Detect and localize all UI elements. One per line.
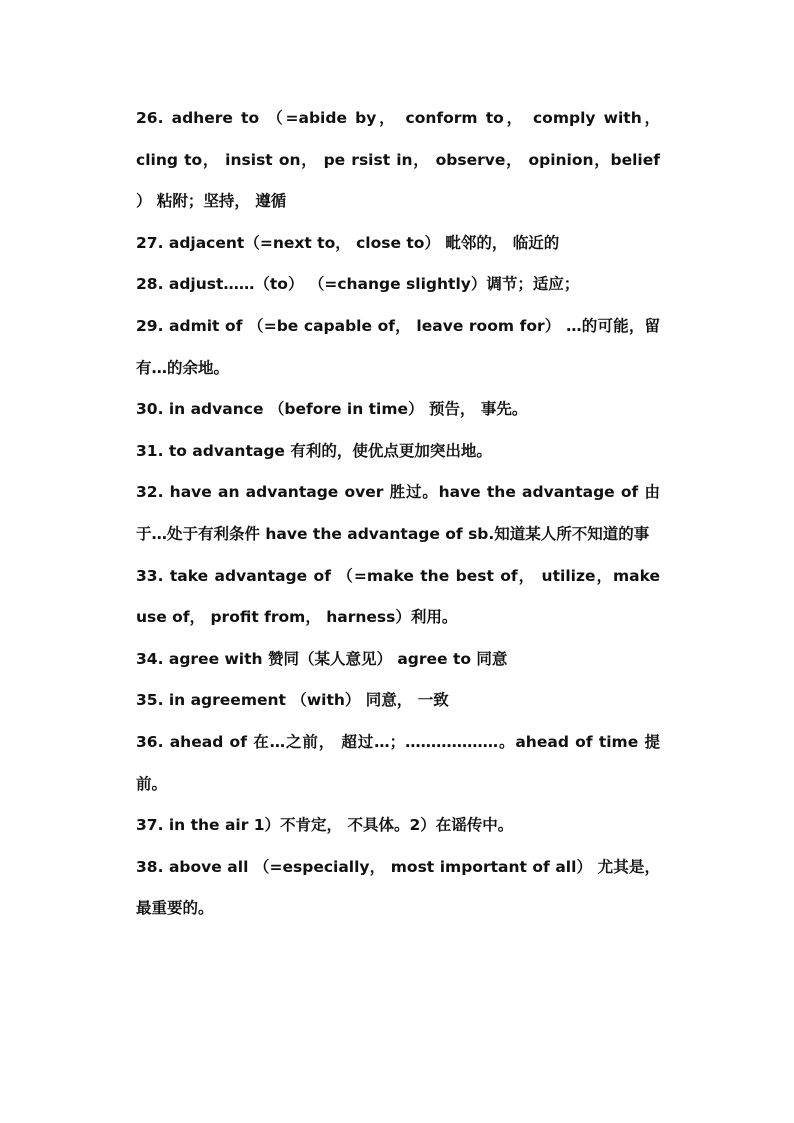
entry-29: 29. admit of （=be capable of， leave room for） …的可能，留有…的余地。 [136,316,660,377]
entry-32: 32. have an advantage over 胜过。have the advantage of 由于…处于有利条件 have the advantage of sb.知道某人所不知道的事 [136,483,660,543]
entry-31: 31. to advantage 有利的，使优点更加突出地。 [136,441,492,460]
entry-37: 37. in the air 1）不肯定， 不具体。2）在谣传中。 [136,816,514,835]
entry-30: 30. in advance （before in time） 预告， 事先。 [136,400,528,419]
entry-33: 33. take advantage of （=make the best of， utilize，make use of， profit from， harness）利用。 [136,566,660,627]
entry-36: 36. ahead of 在…之前， 超过…；………………。ahead of time 提前。 [136,732,660,793]
entry-38: 38. above all （=especially， most important of all） 尤其是， 最重要的。 [136,857,660,918]
entry-35: 35. in agreement （with） 同意， 一致 [136,691,449,710]
vocabulary-list [136,98,660,930]
entry-28: 28. adjust……（to） （=change slightly）调节；适应； [136,275,580,294]
entry-26: 26. adhere to （=abide by， conform to， comply with，cling to， insist on， pe rsist in， observe， opinion，belief ） 粘附；坚持， 遵循 [136,109,660,211]
entry-34: 34. agree with 赞同（某人意见） agree to 同意 [136,649,508,668]
entry-27: 27. adjacent（=next to， close to） 毗邻的， 临近的 [136,233,560,252]
